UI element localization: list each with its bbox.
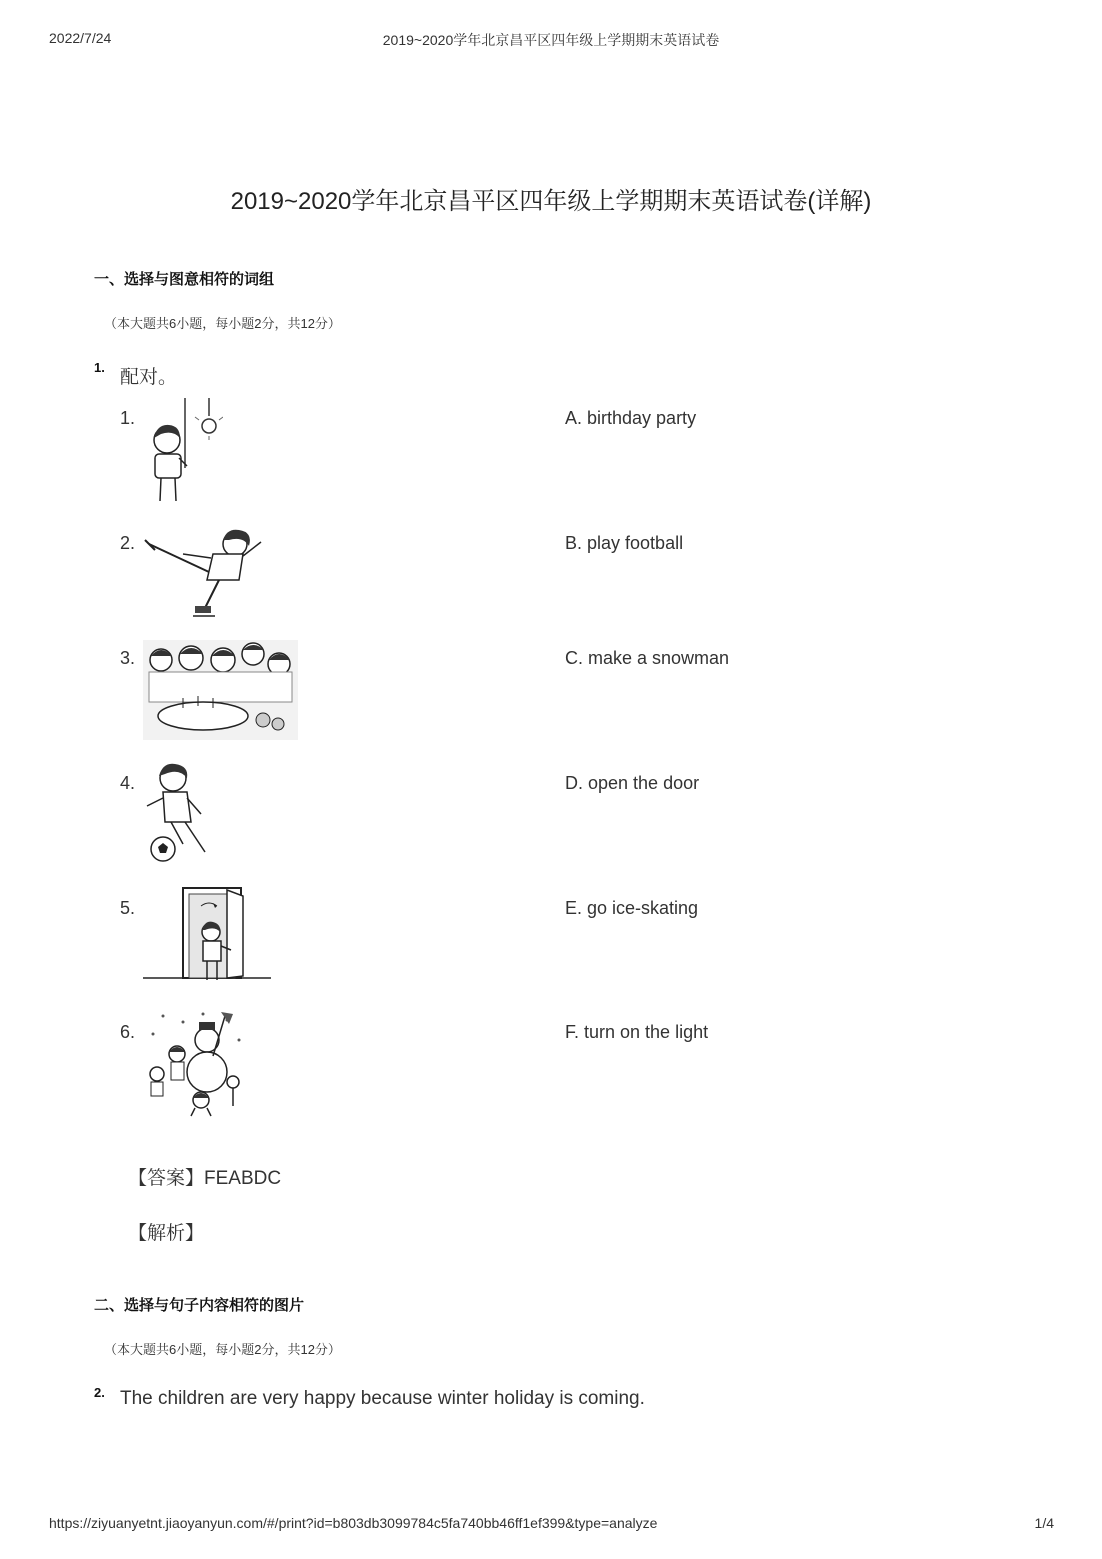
- document-title: 2019~2020学年北京昌平区四年级上学期期末英语试卷(详解): [230, 188, 872, 215]
- item-4-number: 4.: [120, 773, 136, 793]
- girl-ice-skating-icon: [143, 528, 263, 620]
- header-date: 2022/7/24: [49, 30, 112, 46]
- question-2-number: 2.: [94, 1385, 105, 1400]
- option-f: F. turn on the light: [565, 1022, 709, 1042]
- item-2-number: 2.: [120, 533, 136, 553]
- option-b: B. play football: [565, 533, 684, 553]
- option-d: D. open the door: [565, 773, 700, 793]
- answer: 【答案】FEABDC: [128, 1168, 282, 1189]
- item-6-number: 6.: [120, 1022, 136, 1042]
- boy-opening-door-icon: [143, 886, 271, 992]
- header-title: 2019~2020学年北京昌平区四年级上学期期末英语试卷: [382, 32, 720, 48]
- item-5-number: 5.: [120, 898, 136, 918]
- item-3-number: 3.: [120, 648, 136, 668]
- birthday-party-icon: [143, 640, 298, 740]
- section-2-note: （本大题共6小题，每小题2分，共12分）: [104, 1342, 341, 1357]
- footer-url: https://ziyuanyetnt.jiaoyanyun.com/#/print?id=b803db3099784c5fa740bb46ff1ef399&type=analyze: [49, 1515, 658, 1531]
- question-2-text: The children are very happy because winter holiday is coming.: [120, 1388, 645, 1409]
- boy-playing-football-icon: [143, 762, 213, 864]
- section-1-heading: 一、选择与图意相符的词组: [94, 271, 275, 288]
- boy-turning-on-light-icon: [143, 398, 223, 504]
- section-2-heading: 二、选择与句子内容相符的图片: [94, 1297, 305, 1314]
- option-a: A. birthday party: [565, 408, 697, 428]
- item-1-number: 1.: [120, 408, 136, 428]
- children-making-snowman-icon: [143, 1010, 245, 1118]
- option-c: C. make a snowman: [565, 648, 730, 668]
- option-e: E. go ice-skating: [565, 898, 699, 918]
- question-1-number: 1.: [94, 360, 105, 375]
- page-number: 1/4: [1034, 1515, 1054, 1531]
- section-1-note: （本大题共6小题，每小题2分，共12分）: [104, 316, 341, 331]
- question-1-prompt: 配对。: [120, 367, 178, 388]
- analysis: 【解析】: [128, 1223, 205, 1244]
